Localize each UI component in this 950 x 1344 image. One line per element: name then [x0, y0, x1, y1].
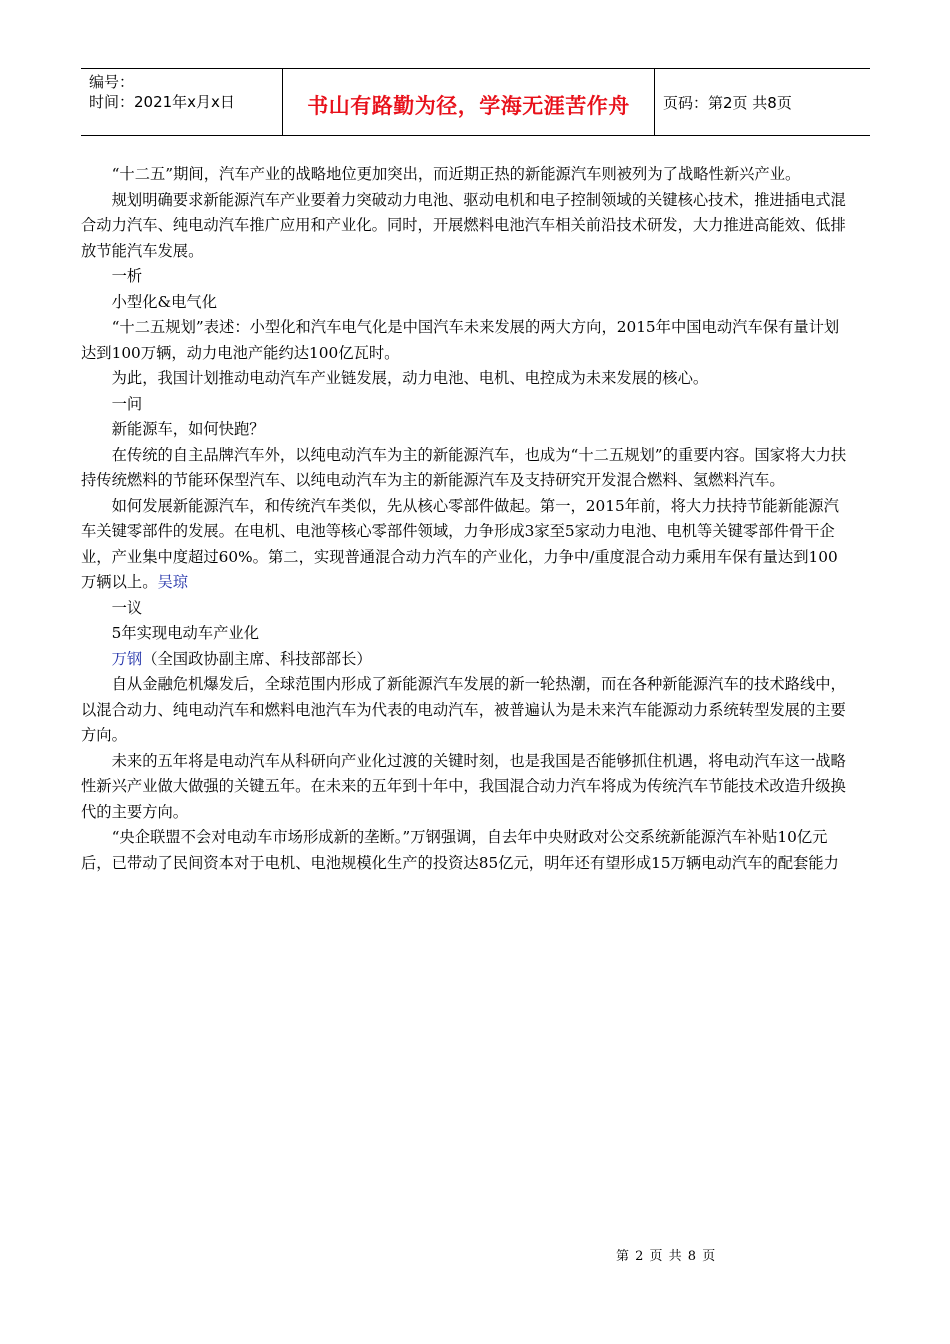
paragraph: “央企联盟不会对电动车市场形成新的垄断。”万钢强调，自去年中央财政对公交系统新能源汽车补贴10亿元后，已带动了民间资本对于电机、电池规模化生产的投资达85亿元，明年还有望形成15万辆电动汽车的配套能力: [81, 828, 839, 872]
author-link-wu-qiong[interactable]: 吴琼: [157, 573, 189, 591]
person-link-wan-gang[interactable]: 万钢: [111, 649, 143, 668]
document-body: [81, 162, 851, 876]
paragraph: 未来的五年将是电动汽车从科研向产业化过渡的关键时刻，也是我国是否能够抓住机遇，将电动汽车这一战略性新兴产业做大做强的关键五年。在未来的五年到十年中，我国混合动力汽车将成为传统汽车节能技术改造升级换代的主要方向。: [81, 751, 846, 821]
paragraph: 规划明确要求新能源汽车产业要着力突破动力电池、驱动电机和电子控制领域的关键核心技术，推进插电式混合动力汽车、纯电动汽车推广应用和产业化。同时，开展燃料电池汽车相关前沿技术研发，大力推进高能效、低排放节能汽车发展。: [81, 190, 846, 260]
header-motto: 书山有路勤为径，学海无涯苦作舟: [282, 69, 655, 135]
paragraph-text: 如何发展新能源汽车，和传统汽车类似，先从核心零部件做起。第一，2015年前，将大力扶持节能新能源汽车关键零部件的发展。在电机、电池等核心零部件领域，力争形成3家至5家动力电池、电机等关键零部件骨干企业，产业集中度超过60%。第二，实现普通混合动力汽车的产业化，力争中/重度混合动力乘用车保有量达到100万辆以上。: [81, 496, 839, 591]
section-heading: 一析: [111, 267, 143, 285]
time-label: 时间：2021年x月x日: [89, 93, 235, 111]
paragraph: 在传统的自主品牌汽车外，以纯电动汽车为主的新能源汽车，也成为“十二五规划”的重要内容。国家将大力扶持传统燃料的节能环保型汽车、以纯电动汽车为主的新能源汽车及支持研究开发混合燃料、氢燃料汽车。: [81, 445, 847, 489]
speaker-line: [81, 647, 851, 673]
section-subtitle: 新能源车，如何快跑？: [111, 420, 265, 438]
paragraph: [81, 494, 851, 596]
paragraph: “十二五规划”表述：小型化和汽车电气化是中国汽车未来发展的两大方向，2015年中国电动汽车保有量计划达到100万辆，动力电池产能约达100亿瓦时。: [81, 318, 840, 362]
section-subtitle: 小型化&电气化: [111, 292, 217, 311]
page-header: [81, 68, 870, 136]
page-footer: 第 2 页 共 8 页: [616, 1249, 717, 1264]
paragraph: “十二五”期间，汽车产业的战略地位更加突出，而近期正热的新能源汽车则被列为了战略性新兴产业。: [111, 165, 801, 183]
section-heading: 一问: [111, 394, 143, 413]
header-page-number: 页码：第2页 共8页: [663, 93, 792, 112]
section-subtitle: 5年实现电动车产业化: [111, 624, 259, 642]
header-meta: [81, 69, 282, 135]
number-label: 编号：: [89, 73, 135, 91]
section-heading: 一议: [111, 598, 143, 617]
speaker-title: （全国政协副主席、科技部部长）: [142, 649, 372, 668]
paragraph: 自从金融危机爆发后，全球范围内形成了新能源汽车发展的新一轮热潮，而在各种新能源汽车的技术路线中，以混合动力、纯电动汽车和燃料电池汽车为代表的电动汽车，被普遍认为是未来汽车能源动力系统转型发展的主要方向。: [81, 675, 846, 744]
paragraph: 为此，我国计划推动电动汽车产业链发展，动力电池、电机、电控成为未来发展的核心。: [111, 369, 709, 387]
